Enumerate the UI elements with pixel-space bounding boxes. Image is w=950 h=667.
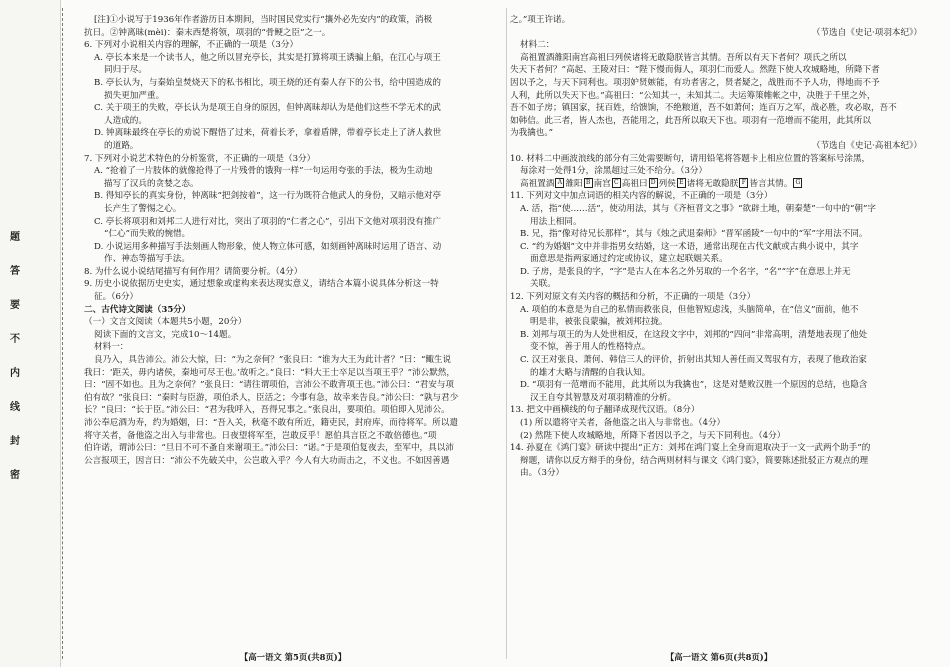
- margin-char: 不: [10, 334, 20, 345]
- text-line: [注]①小说写于1936年作者游历日本期间，当时国民党实行“攘外必先安内”的政策，消极: [94, 15, 433, 25]
- text-line: 公言报项王，因言曰：“沛公不先破关中，公岂敢入乎？今人有大功而击之，不义也。不如因善遇: [84, 455, 450, 466]
- text-line: 之。”项王许诺。: [510, 15, 571, 25]
- text-line: 伯许诺，谓沛公曰：“旦日不可不蚤自来谢项王。”沛公曰：“诺。”于是项伯复夜去，至军中，具以沛: [84, 443, 454, 454]
- text-line: A. 活，指“使……活”，使动用法，其与《齐桓晋文之事》“欲辟土地，朝秦楚”一句中的“朝”字: [520, 203, 877, 214]
- break-segment: 诸将无敢隐朕: [686, 178, 739, 189]
- text-line: 征。（6分）: [94, 292, 139, 303]
- text-line: 如韩信。此三者，皆人杰也，吾能用之，此吾所以取天下也。项羽有一范增而不能用，此其所以: [510, 115, 871, 126]
- text-line: 阅读下面的文言文，完成10～14题。: [94, 329, 237, 340]
- page-5-footer: 【高一语文 第5页(共8页)】: [239, 652, 347, 662]
- text-line: C. 关于项王的失败，亭长认为是项王自身的原因，但钟离昧却认为是他们这些不学无术的武: [94, 103, 441, 114]
- text-line: 材料二：: [520, 40, 555, 51]
- text-line: 由。（3分）: [520, 468, 565, 479]
- text-line: 的雄才大略与清醒的自我认知。: [530, 367, 651, 378]
- text-line: 作、神态等描写手法。: [104, 254, 190, 265]
- text-line: (1) 所以遣将守关者，备他盗之出入与非常也。（4分）: [520, 418, 726, 428]
- text-line: 损失更加严重。: [104, 90, 165, 101]
- text-line: B. 得知亭长的真实身份，钟离昧“把剑按着”，这一行为既符合他武人的身份，又暗示他对亭: [94, 191, 442, 202]
- margin-char: 题: [10, 232, 20, 243]
- break-mark-box[interactable]: C: [612, 178, 621, 188]
- break-mark-box[interactable]: A: [555, 178, 564, 188]
- page-6-footer: 【高一语文 第6页(共8页)】: [665, 652, 773, 662]
- break-segment: 高祖置酒: [520, 178, 555, 189]
- text-line: （节选自《史记·高祖本纪》）: [811, 140, 922, 151]
- text-line: 伯有故？”张良曰：“秦时与臣游，项伯杀人，臣活之；今事有急，故幸来告良。”沛公曰：“孰与君少: [84, 392, 459, 403]
- text-line: 关联。: [530, 279, 556, 290]
- text-line: 描写了汉兵的贪婪之态。: [104, 178, 199, 189]
- margin-char: 内: [10, 368, 20, 379]
- page-6: [510, 14, 928, 645]
- text-line: 失天下者何？”高起、王陵对曰：“陛下慢而侮人，项羽仁而爱人。然陛下使人攻城略地，所降下者: [510, 65, 880, 76]
- text-line: 14. 孙夏在《鸿门宴》研读中提出“正方：刘邦在鸿门宴上全身而退取决于一文一武两个助手”的: [510, 443, 871, 454]
- text-line: 9. 历史小说依据历史史实，通过想象或虚构来表达现实意义，请结合本篇小说具体分析这一特: [84, 279, 439, 290]
- margin-char: 密: [10, 470, 20, 481]
- text-line: 长产生了警惕之心。: [104, 203, 182, 214]
- margin-char: 答: [10, 266, 20, 277]
- text-line: 沛公奉卮酒为寿，约为婚姻，曰：“吾入关，秋毫不敢有所近，籍吏民，封府库，而待将军。所以遣: [84, 418, 458, 428]
- text-line: 材料一：: [94, 342, 129, 353]
- break-segment: 皆言其情。: [749, 178, 793, 189]
- page-5: [84, 14, 502, 645]
- text-line: B. 刘邦与项王的为人处世相反，在这段文字中，刘邦的“四问”非常高明，清楚地表现了他处: [520, 329, 868, 340]
- text-line: 同归于尽。: [104, 65, 147, 76]
- text-line: 长？”良曰：“长于臣。”沛公曰：“君为我呼入，吾得兄事之。”张良出，要项伯。项伯即入见沛公。: [84, 405, 450, 416]
- text-line: 12. 下列对原文有关内容的概括和分析，不正确的一项是（3分）: [510, 292, 756, 303]
- margin-char: 封: [10, 436, 20, 447]
- text-line: （节选自《史记·项羽本纪》）: [811, 27, 922, 38]
- text-line: 人造成的。: [104, 115, 147, 126]
- text-line: 11. 下列对文中加点词语的相关内容的解说，不正确的一项是（3分）: [510, 191, 773, 202]
- text-line: 每涂对一处得1分，涂黑超过三处不给分。（3分）: [520, 166, 708, 177]
- text-line: [510, 178, 928, 191]
- text-line: “仁心”而失败的惋惜。: [104, 229, 191, 240]
- text-line: （一）文言文阅读（本题共5小题，20分）: [84, 317, 247, 328]
- break-segment: 高祖曰: [621, 178, 648, 189]
- cut-line: [62, 8, 63, 659]
- text-line: 曰：“固不如也。且为之奈何？”张良曰：“请往谓项伯，言沛公不敢背项王也。”沛公曰：“君安与项: [84, 380, 455, 391]
- margin-char: 线: [10, 402, 20, 413]
- text-line: 变不惊，善于用人的性格特点。: [530, 342, 651, 353]
- binding-margin: [0, 0, 61, 667]
- text-line: 为我擒也。”: [510, 128, 554, 139]
- text-line: (2) 然陛下使人攻城略地，所降下者因以予之，与天下同利也。（4分）: [520, 430, 786, 441]
- break-mark-box[interactable]: D: [649, 178, 658, 188]
- text-line: D. 小说运用多种描写手法刻画人物形象，使人物立体可感，如刻画钟离昧时运用了语言、动: [94, 241, 442, 252]
- text-line: 用法上相同。: [530, 216, 582, 227]
- break-segment: 南宫: [593, 178, 611, 189]
- text-line: C. 汉王对张良、萧何、韩信三人的评价，折射出其知人善任而又驾驭有方，表现了他政治家: [520, 355, 867, 366]
- text-line: A. “抢着了一片肢体的就像抢得了一片残骨的饿狗一样”一句运用夸张的手法，极为生动地: [94, 166, 433, 177]
- text-line: B. 兄，指“像对待兄长那样”，其与《烛之武退秦师》“晋军函陵”一句中的“军”字用法不同。: [520, 229, 868, 240]
- text-line: D. 钟离昧最终在亭长的劝说下醒悟了过来，荷着长矛，拿着盾牌，带着亭长走上了济人救世: [94, 128, 442, 139]
- text-line: B. 亭长认为，与秦始皇焚烧天下的私书相比，项王烧的还有秦人存下的公书，给中国造成的: [94, 77, 441, 88]
- text-line: 吾不如子房；镇国家，抚百姓，给馈饷，不绝粮道，吾不如萧何；连百万之军，战必胜，攻必取，吾不: [510, 103, 897, 114]
- text-line: 明是非，被张良蒙骗，被刘邦拉拢。: [530, 317, 668, 328]
- text-line: 人利，此所以失天下也。”高祖曰：“公知其一，未知其二。夫运筹策帷帐之中，决胜于千里之外，: [510, 90, 876, 101]
- text-line: C. “约为婚姻”文中并非指男女结婚，这一术语，通常出现在古代文献或古典小说中，其字: [520, 241, 859, 252]
- text-line: 因以予之，与天下同利也。项羽妒贤嫉能，有功者害之，贤者疑之，战胜而不予人功，得地而不予: [510, 77, 880, 88]
- text-line: A. 项伯的本意是为自己的私情而救张良，但他智短虑浅，头脑简单，在“信义”面前，他不: [520, 304, 859, 315]
- text-line: 6. 下列对小说相关内容的理解，不正确的一项是（3分）: [84, 40, 299, 51]
- margin-char: 要: [10, 300, 20, 311]
- text-line: 面意思是指两家通过约定或协议，建立起联姻关系。: [530, 254, 728, 265]
- text-line: 良乃入，具告沛公。沛公大惊，曰：“为之奈何？”张良曰：“谁为大王为此计者？”曰：“鲰生说: [94, 355, 452, 366]
- text-line: 的道路。: [104, 140, 139, 151]
- text-line: 二、古代诗文阅读（35分）: [84, 304, 191, 315]
- break-mark-box[interactable]: B: [584, 178, 593, 188]
- text-line: 13. 把文中画横线的句子翻译成现代汉语。（8分）: [510, 405, 700, 416]
- text-line: 8. 为什么说小说结尾描写有何作用？请简要分析。（4分）: [84, 266, 303, 277]
- text-line: D. 子房，是张良的字，“字”是古人在本名之外另取的一个名字，“名”“字”在意思上并无: [520, 266, 851, 277]
- text-line: 汉王自夸其智慧及对项羽精准的分析。: [530, 392, 677, 403]
- text-line: 我曰：‘距关，毋内诸侯，秦地可尽王也。’故听之。”良曰：“料大王士卒足以当项王乎？”沛公默然，: [84, 367, 455, 378]
- break-mark-box[interactable]: E: [677, 178, 686, 188]
- break-mark-box[interactable]: F: [739, 178, 748, 188]
- page-divider: [506, 8, 507, 659]
- text-line: 7. 下列对小说艺术特色的分析鉴赏，不正确的一项是（3分）: [84, 153, 316, 164]
- text-line: 抗日。②钟离昧(mèi)：秦末西楚将领，项羽的“骨鲠之臣”之一。: [84, 27, 331, 38]
- text-line: 高祖置酒雒阳南宫高祖曰列侯诸将无敢隐朕皆言其情。吾所以有天下者何？项氏之所以: [520, 52, 847, 63]
- text-line: 辩题，请你以反方辩手的身份，结合两则材料与课文《鸿门宴》，简要陈述批驳正方观点的理: [520, 455, 869, 466]
- text-line: D. “项羽有一范增而不能用，此其所以为我擒也”，这是对楚败汉胜一个原因的总结，也隐含: [520, 380, 868, 391]
- break-segment: 雒阳: [565, 178, 583, 189]
- break-segment: 列侯: [658, 178, 676, 189]
- text-line: 10. 材料二中画波浪线的部分有三处需要断句，请用铅笔将答题卡上相应位置的答案标号涂黑，: [510, 153, 871, 164]
- break-mark-box[interactable]: G: [793, 178, 802, 188]
- text-line: C. 亭长将项羽和刘邦二人进行对比，突出了项羽的“仁者之心”，引出下文他对项羽没有推广: [94, 216, 442, 227]
- text-line: 将守关者，备他盗之出入与非常也。日夜望将军至，岂敢反乎！愿伯具言臣之不敢倍德也。”项: [84, 430, 437, 441]
- text-line: A. 亭长本来是一个读书人，他之所以冒充亭长，其实是打算将项王诱骗上船，在江心与项王: [94, 52, 441, 63]
